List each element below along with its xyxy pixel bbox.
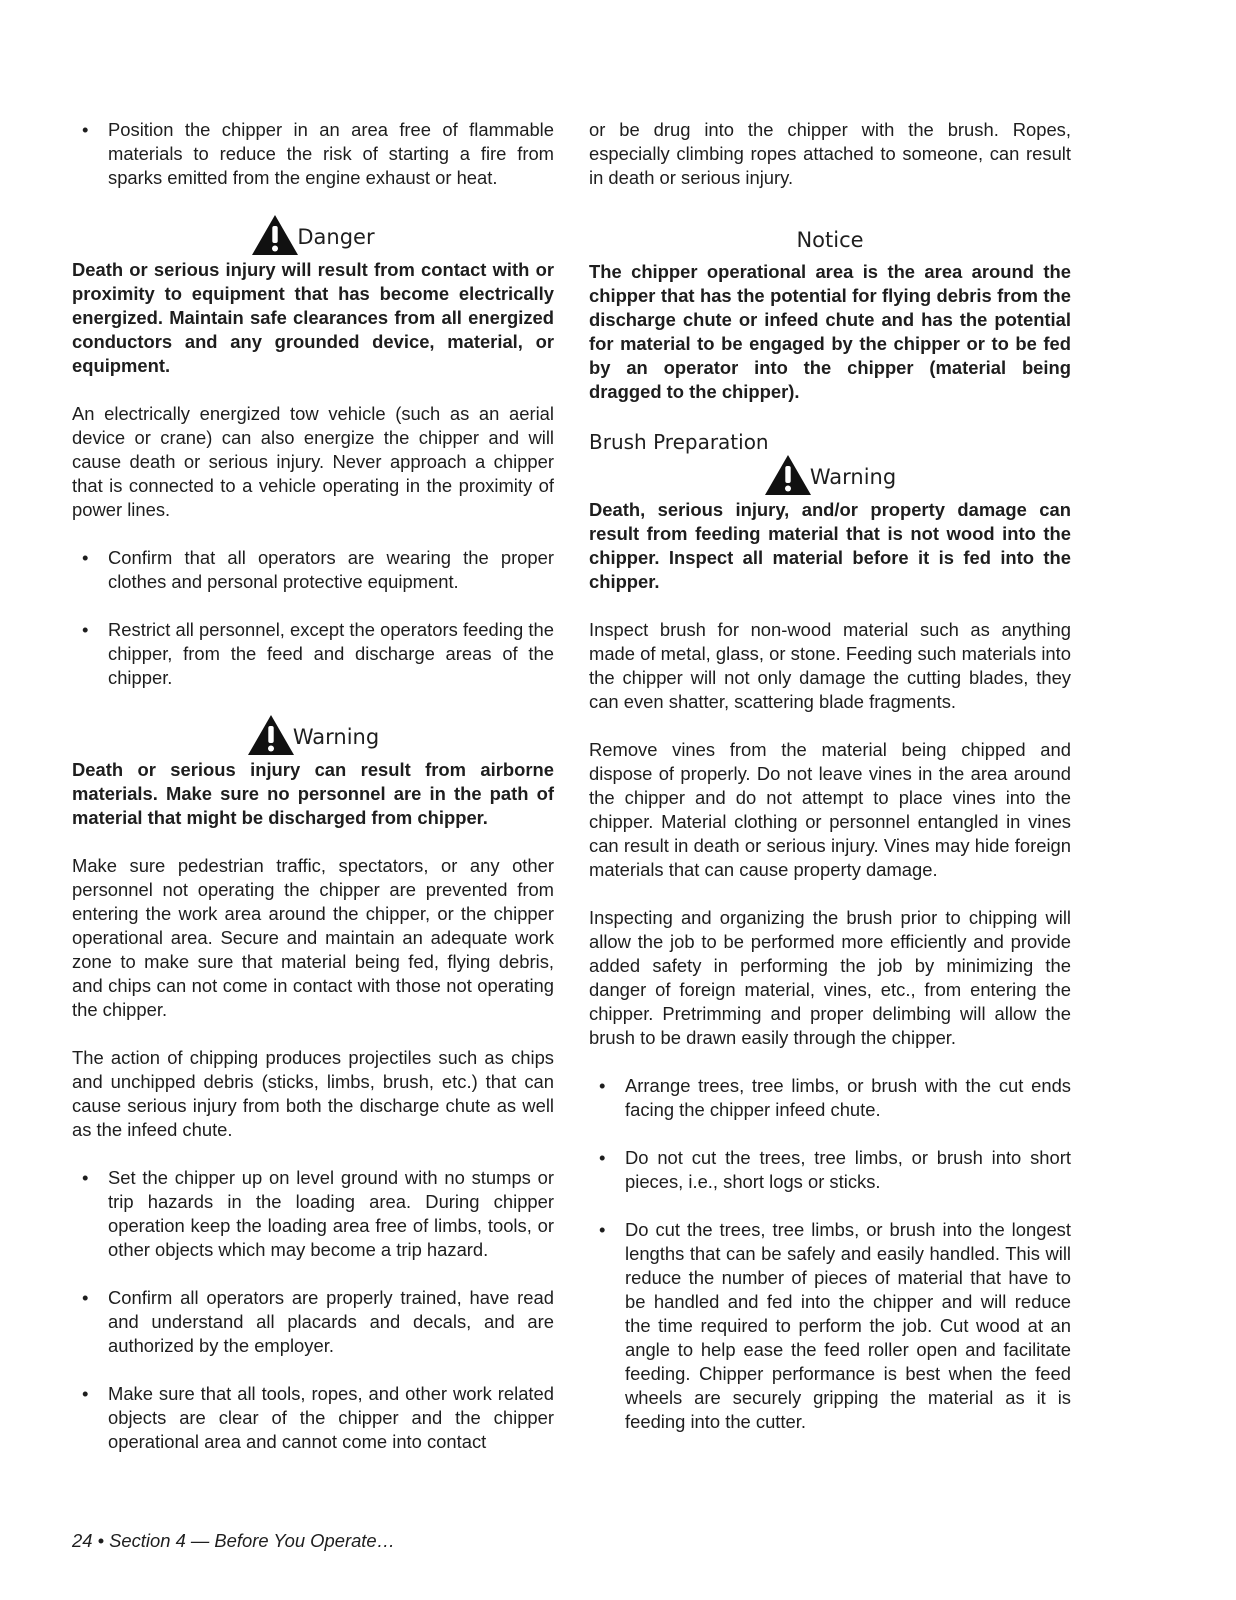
bullet-marker: •	[599, 1147, 606, 1168]
bullet-text: Do cut the trees, tree limbs, or brush into the longest lengths that can be safely and easily handled. This will reduce the number of pieces of material that have to be handled and fed into the chipper and will reduce the time required to perform the job. Cut wood at an angle to help ease the feed roller open and facilitate feeding. Chipper performance is best when the feed wheels are securely gripping the material as it is feeding into the cutter.	[625, 1219, 1071, 1432]
bullet-text: Set the chipper up on level ground with no stumps or trip hazards in the loading area. During chipper operation keep the loading area free of limbs, tools, or other objects which may become a trip hazard.	[108, 1167, 554, 1260]
warning-label: Warning	[809, 465, 897, 489]
bullet-marker: •	[82, 1383, 89, 1404]
warning-heading	[72, 714, 554, 756]
warning-text: Death or serious injury can result from airborne materials. Make sure no personnel are in the path of material that might be discharged from chipper.	[72, 759, 554, 828]
page-footer: 24 • Section 4 — Before You Operate…	[72, 1530, 396, 1551]
bullet-marker: •	[82, 1287, 89, 1308]
list-item	[589, 1074, 1071, 1122]
paragraph-remove-vines: Remove vines from the material being chipped and dispose of properly. Do not leave vines in the area around the chipper and do not attempt to place vines into the chipper. Material clothing or personnel entangled in vines can result in death or serious injury. Vines may hide foreign materials that can cause property damage.	[589, 739, 1071, 880]
paragraph-chipping-action: The action of chipping produces projectiles such as chips and unchipped debris (sticks, limbs, brush, etc.) that can cause serious injury from both the discharge chute as well as the infeed chute.	[72, 1047, 554, 1140]
bullet-marker: •	[599, 1219, 606, 1240]
bullet-marker: •	[82, 547, 89, 568]
bullet-text: Make sure that all tools, ropes, and other work related objects are clear of the chipper and the chipper operational area and cannot come into contact	[108, 1383, 554, 1452]
warning-triangle-icon	[764, 454, 812, 496]
warning-triangle-icon	[247, 714, 295, 756]
bullet-text: Position the chipper in an area free of flammable materials to reduce the risk of starting a fire from sparks emitted from the engine exhaust or heat.	[108, 119, 554, 188]
danger-heading	[72, 214, 554, 256]
right-column	[589, 118, 1071, 1458]
paragraph-inspect-brush: Inspect brush for non-wood material such as anything made of metal, glass, or stone. Feeding such materials into the chipper will not only damage the cutting blades, they can even shatter, scattering blade fragments.	[589, 619, 1071, 712]
bullet-marker: •	[82, 119, 89, 140]
list-item	[589, 1218, 1071, 1434]
warning-heading	[589, 454, 1071, 496]
list-item	[72, 1166, 554, 1262]
bullet-text: Confirm that all operators are wearing the proper clothes and personal protective equipment.	[108, 547, 554, 592]
bullet-text: Do not cut the trees, tree limbs, or brush into short pieces, i.e., short logs or sticks.	[625, 1147, 1071, 1192]
warning-label: Warning	[292, 725, 380, 749]
bullet-text: Restrict all personnel, except the operators feeding the chipper, from the feed and discharge areas of the chipper.	[108, 619, 554, 688]
paragraph-continuation: or be drug into the chipper with the brush. Ropes, especially climbing ropes attached to someone, can result in death or serious injury.	[589, 119, 1071, 188]
danger-text: Death or serious injury will result from contact with or proximity to equipment that has become electrically energized. Maintain safe clearances from all energized conductors and any grounded device, material, or equipment.	[72, 259, 554, 376]
list-item	[72, 1286, 554, 1358]
warning-triangle-icon	[251, 214, 299, 256]
paragraph-organizing: Inspecting and organizing the brush prior to chipping will allow the job to be performed more efficiently and provide added safety in performing the job by minimizing the danger of foreign material, vines, etc., from entering the chipper. Pretrimming and proper delimbing will allow the brush to be drawn easily through the chipper.	[589, 907, 1071, 1048]
left-column	[72, 118, 554, 1478]
paragraph-pedestrian: Make sure pedestrian traffic, spectators, or any other personnel not operating the chipper are prevented from entering the work area around the chipper, or the chipper operational area. Secure and maintain an adequate work zone to make sure that material being fed, flying debris, and chips can not come in contact with those not operating the chipper.	[72, 855, 554, 1020]
bullet-text: Arrange trees, tree limbs, or brush with the cut ends facing the chipper infeed chute.	[625, 1075, 1071, 1120]
paragraph-tow-vehicle: An electrically energized tow vehicle (such as an aerial device or crane) can also energize the chipper and will cause death or serious injury. Never approach a chipper that is connected to a vehicle operating in the proximity of power lines.	[72, 403, 554, 520]
bullet-marker: •	[82, 1167, 89, 1188]
danger-label: Danger	[297, 225, 375, 249]
list-item	[72, 546, 554, 594]
list-item	[589, 1146, 1071, 1194]
section-heading: Brush Preparation	[589, 430, 769, 454]
list-item	[72, 1382, 554, 1454]
notice-heading: Notice	[796, 228, 864, 252]
list-item	[72, 618, 554, 690]
list-item	[72, 118, 554, 190]
warning-text: Death, serious injury, and/or property damage can result from feeding material that is not wood into the chipper. Inspect all material before it is fed into the chipper.	[589, 499, 1071, 592]
bullet-marker: •	[82, 619, 89, 640]
notice-text: The chipper operational area is the area around the chipper that has the potential for flying debris from the discharge chute or infeed chute and has the potential for material to be engaged by the chipper or to be fed by an operator into the chipper (material being dragged to the chipper).	[589, 261, 1071, 402]
bullet-text: Confirm all operators are properly trained, have read and understand all placards and decals, and are authorized by the employer.	[108, 1287, 554, 1356]
bullet-marker: •	[599, 1075, 606, 1096]
